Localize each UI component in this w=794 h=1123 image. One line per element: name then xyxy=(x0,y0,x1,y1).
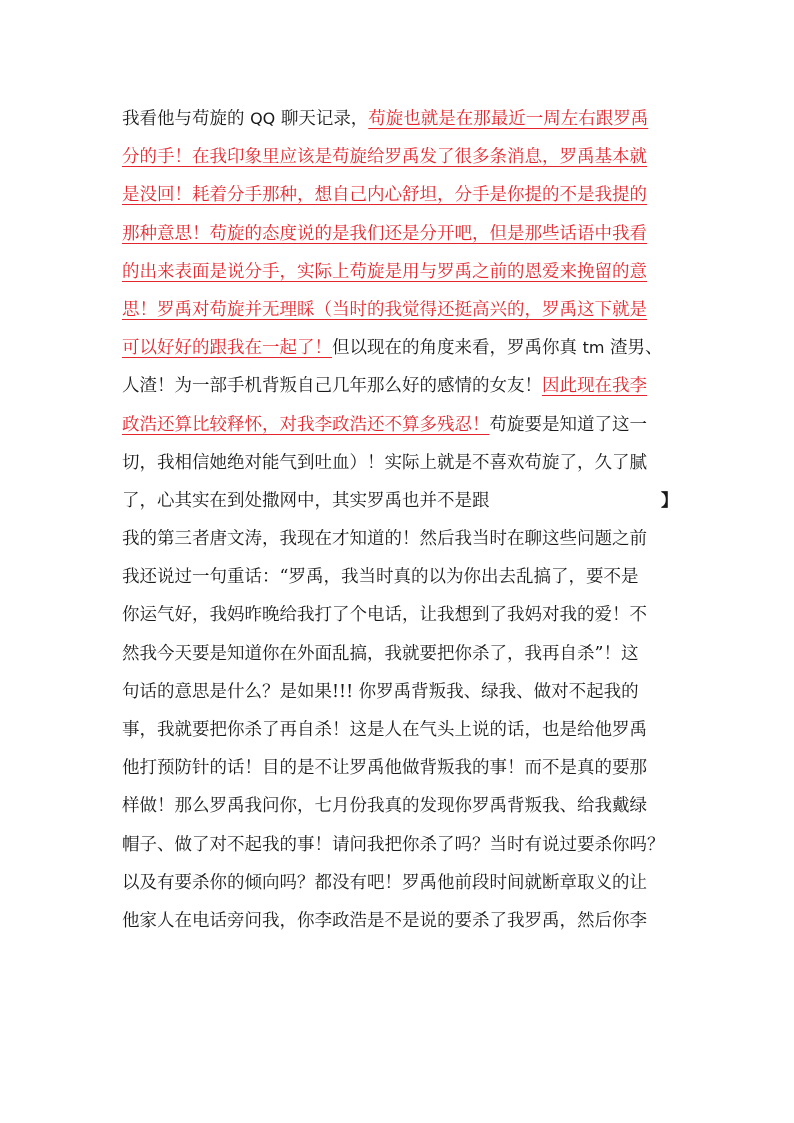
text-line xyxy=(122,520,678,558)
body-text: 人渣！为一部手机背叛自己几年那么好的感情的女友！ xyxy=(122,376,542,397)
body-text: 但以现在的角度来看，罗禹你真 xyxy=(332,338,583,359)
underlined-red-text: 可以好好的跟我在一起了！ xyxy=(122,338,332,359)
text-line xyxy=(122,329,678,367)
text-line xyxy=(122,749,678,787)
text-line xyxy=(122,558,678,596)
body-text: 样做！那么罗禹我问你，七月份我真的发现你罗禹背叛我、给我戴绿 xyxy=(122,796,647,817)
text-line xyxy=(122,253,678,291)
underlined-red-text: 是没回！耗着分手那种，想自己内心舒坦，分手是你提的不是我提的 xyxy=(122,185,647,206)
text-line xyxy=(122,864,678,902)
text-line xyxy=(122,635,678,673)
body-text: 你运气好，我妈昨晚给我打了个电话，让我想到了我妈对我的爱！不 xyxy=(122,605,647,626)
text-line xyxy=(122,444,678,482)
text-line xyxy=(122,826,678,864)
body-text: 他家人在电话旁问我，你李政浩是不是说的要杀了我罗禹，然后你李 xyxy=(122,910,647,931)
underlined-red-text: 的出来表面是说分手，实际上苟旋是用与罗禹之前的恩爱来挽留的意 xyxy=(122,261,647,282)
document-body xyxy=(122,100,678,940)
text-line xyxy=(122,902,678,940)
underlined-red-text: 那种意思！苟旋的态度说的是我们还是分开吧，但是那些话语中我看 xyxy=(122,223,647,244)
body-text: 聊天记录， xyxy=(275,109,369,129)
text-line xyxy=(122,100,678,138)
text-line xyxy=(122,673,678,711)
body-text: tm xyxy=(582,338,605,358)
body-text: 他打预防针的话！目的是不让罗禹他做背叛我的事！而不是真的要那 xyxy=(122,758,647,779)
underlined-red-text: 因此现在我李 xyxy=(542,376,647,397)
body-text: 切，我相信她绝对能气到吐血）！实际上就是不喜欢苟旋了，久了腻 xyxy=(122,452,647,473)
closing-bracket-mark: 】 xyxy=(661,490,678,511)
text-line xyxy=(122,176,678,214)
text-line xyxy=(122,138,678,176)
underlined-red-text: 政浩还算比较释怀，对我李政浩还不算多残忍！ xyxy=(122,414,490,435)
body-text: 事，我就要把你杀了再自杀！这是人在气头上说的话，也是给他罗禹 xyxy=(122,720,647,740)
body-text: 我还说过一句重话：“罗禹，我当时真的以为你出去乱搞了，要不是 xyxy=(122,567,639,588)
body-text: 我看他与苟旋的 xyxy=(122,109,251,129)
body-text: 以及有要杀你的倾向吗？都没有吧！罗禹他前段时间就断章取义的让 xyxy=(122,872,647,893)
text-line xyxy=(122,215,678,253)
underlined-red-text: 思！罗禹对苟旋并无理睬（当时的我觉得还挺高兴的，罗禹这下就是 xyxy=(122,299,647,320)
text-line xyxy=(122,367,678,405)
text-line xyxy=(122,596,678,634)
body-text: 然我今天要是知道你在外面乱搞，我就要把你杀了，我再自杀”！这 xyxy=(122,643,639,664)
body-text: 我的第三者唐文涛，我现在才知道的！然后我当时在聊这些问题之前 xyxy=(122,529,647,550)
underlined-red-text: 分的手！在我印象里应该是苟旋给罗禹发了很多条消息，罗禹基本就 xyxy=(122,147,647,168)
underlined-red-text: 苟旋也就是在那最近一周左右跟罗禹 xyxy=(368,109,649,129)
text-line xyxy=(122,406,678,444)
body-text: 苟旋要是知道了这一 xyxy=(489,414,647,435)
text-line xyxy=(122,482,678,520)
body-text: 帽子、做了对不起我的事！请问我把你杀了吗？当时有说过要杀你吗？ xyxy=(122,834,665,855)
text-line xyxy=(122,291,678,329)
body-text: 了，心其实在到处撒网中，其实罗禹也并不是跟 xyxy=(122,490,490,511)
body-text: 渣男、 xyxy=(604,338,663,359)
body-text: 句话的意思是什么？是如果!!! 你罗禹背叛我、绿我、做对不起我的 xyxy=(122,681,639,702)
text-line xyxy=(122,711,678,749)
text-line xyxy=(122,787,678,825)
body-text: QQ xyxy=(250,109,276,128)
